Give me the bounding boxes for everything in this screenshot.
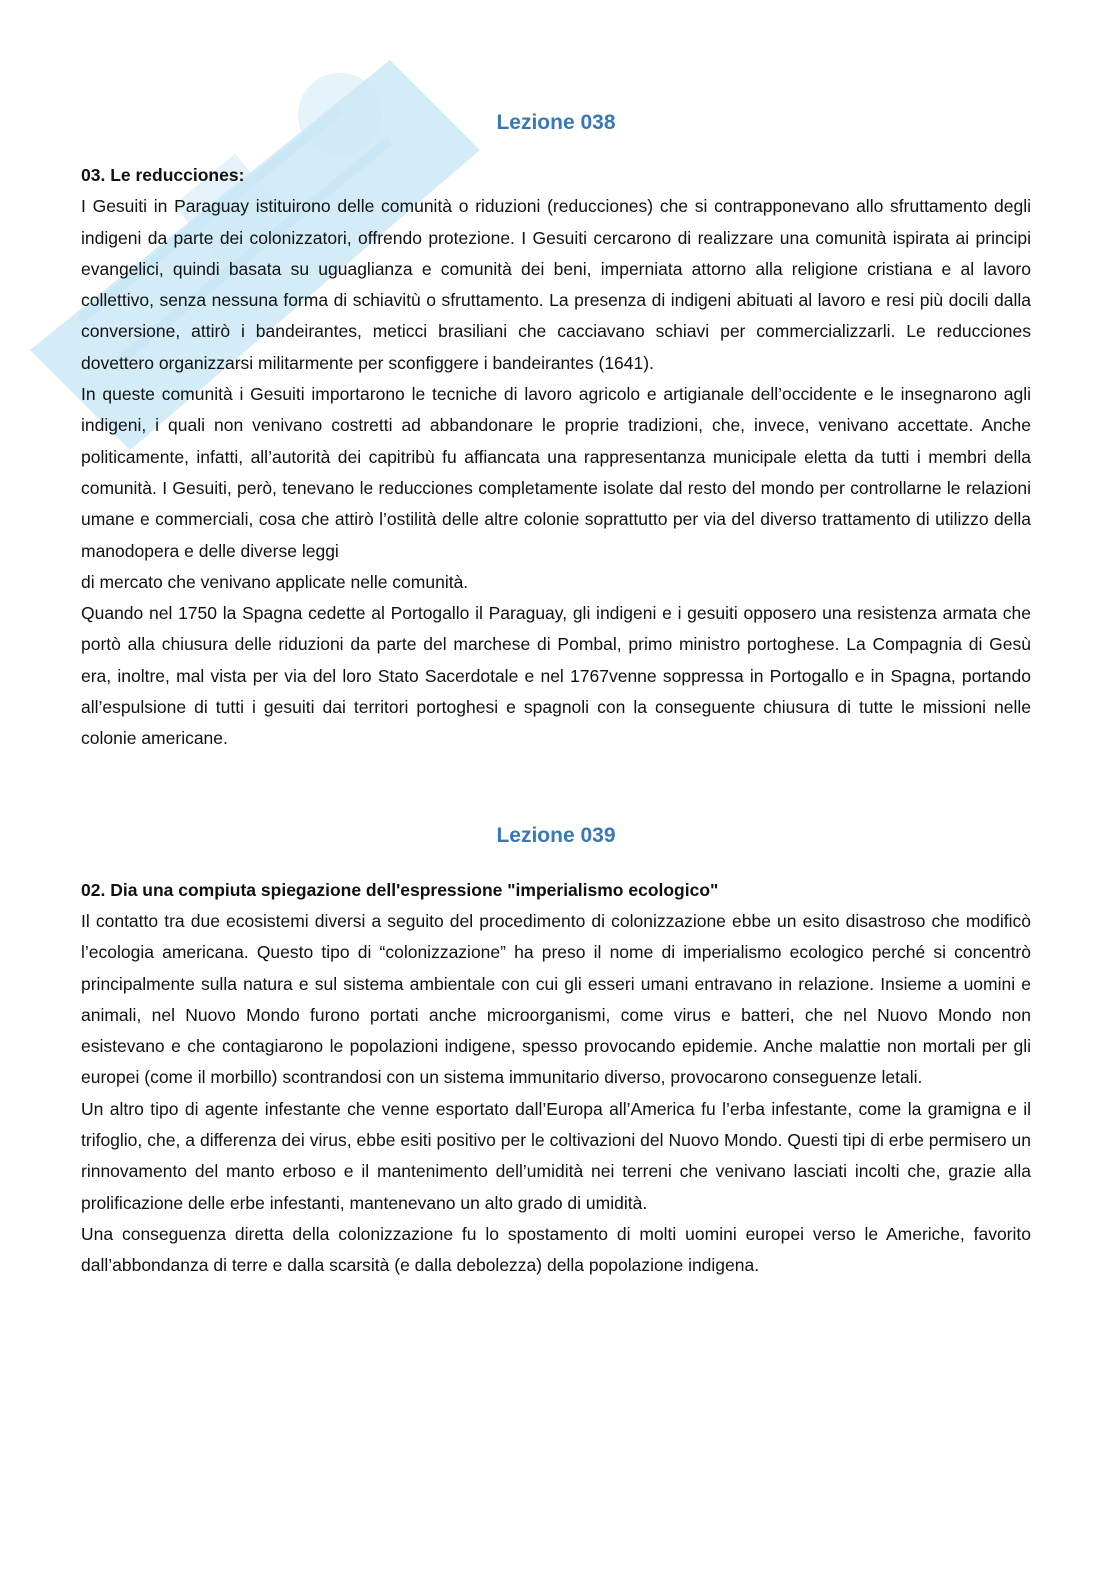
lesson-title: Lezione 039 (496, 823, 616, 847)
lesson-section (81, 106, 1031, 755)
paragraph: Quando nel 1750 la Spagna cedette al Portogallo il Paraguay, gli indigeni e i gesuiti opposero una resistenza armata che portò alla chiusura delle riduzioni da parte del marchese di Pombal, primo ministro portoghese. La Compagnia di Gesù era, inoltre, mal vista per via del loro Stato Sacerdotale e nel 1767venne soppressa in Portogallo e in Spagna, portando all’espulsione di tutti i gesuiti dai territori portoghesi e spagnoli con la conseguente chiusura di tutte le missioni nelle colonie americane. (81, 603, 1031, 749)
lesson-section (81, 819, 1031, 1282)
lesson-title: Lezione 038 (496, 111, 616, 134)
paragraph: In queste comunità i Gesuiti importarono le tecniche di lavoro agricolo e artigianale dell’occidente e le insegnarono agli indigeni, i quali non venivano costretti ad abbandonare le proprie tradizioni, che, invece, venivano accettate. Anche politicamente, infatti, all’autorità dei capitribù fu affiancata una rappresentanza municipale eletta da tutti i membri della comunità. I Gesuiti, però, tenevano le reducciones completamente isolate dal resto del mondo per controllarne le relazioni umane e commerciali, cosa che attirò l’ostilità delle altre colonie soprattutto per via del diverso trattamento di utilizzo della manodopera e delle diverse leggi (81, 384, 1031, 561)
paragraph: I Gesuiti in Paraguay istituirono delle comunità o riduzioni (reducciones) che si contrapponevano allo sfruttamento degli indigeni da parte dei colonizzatori, offrendo protezione. I Gesuiti cercarono di realizzare una comunità ispirata ai principi evangelici, quindi basata su uguaglianza e comunità dei beni, imperniata attorno alla religione cristiana e al lavoro collettivo, senza nessuna forma di schiavitù o sfruttamento. La presenza di indigeni abituati al lavoro e resi più docili dalla conversione, attirò i bandeirantes, meticci brasiliani che cacciavano schiavi per commercializzarli. Le reducciones dovettero organizzarsi militarmente per sconfiggere i bandeirantes (1641). (81, 196, 1031, 373)
paragraph: Una conseguenza diretta della colonizzazione fu lo spostamento di molti uomini europei verso le Americhe, favorito dall’abbondanza di terre e dalla scarsità (e dalla debolezza) della popolazione indigena. (81, 1223, 1031, 1276)
paragraph: Il contatto tra due ecosistemi diversi a seguito del procedimento di colonizzazione ebbe un esito disastroso che modificò l’ecologia americana. Questo tipo di “colonizzazione” ha preso il nome di imperialismo ecologico perché si concentrò principalmente sulla natura e sul sistema ambientale con cui gli esseri umani entravano in relazione. Insieme a uomini e animali, nel Nuovo Mondo furono portati anche microorganismi, come virus e batteri, che nel Nuovo Mondo non esistevano e che contagiarono le popolazioni indigene, spesso provocando epidemie. Anche malattie non mortali per gli europei (come il morbillo) scontrandosi con un sistema immunitario diverso, provocarono conseguenze letali. (81, 910, 1031, 1088)
paragraph: Un altro tipo di agente infestante che venne esportato dall’Europa all’America fu l’erba infestante, come la gramigna e il trifoglio, che, a differenza dei virus, ebbe esiti positivo per le coltivazioni del Nuovo Mondo. Questi tipi di erbe permisero un rinnovamento del manto erboso e il mantenimento dell’umidità nei terreni che venivano lasciati incolti che, grazie alla prolificazione delle erbe infestanti, mantenevano un alto grado di umidità. (81, 1098, 1031, 1213)
question-heading: 03. Le reducciones: (81, 165, 245, 185)
document-body (81, 106, 1031, 1282)
paragraph: di mercato che venivano applicate nelle comunità. (81, 571, 469, 592)
question-heading: 02. Dia una compiuta spiegazione dell'espressione "imperialismo ecologico" (81, 879, 719, 900)
